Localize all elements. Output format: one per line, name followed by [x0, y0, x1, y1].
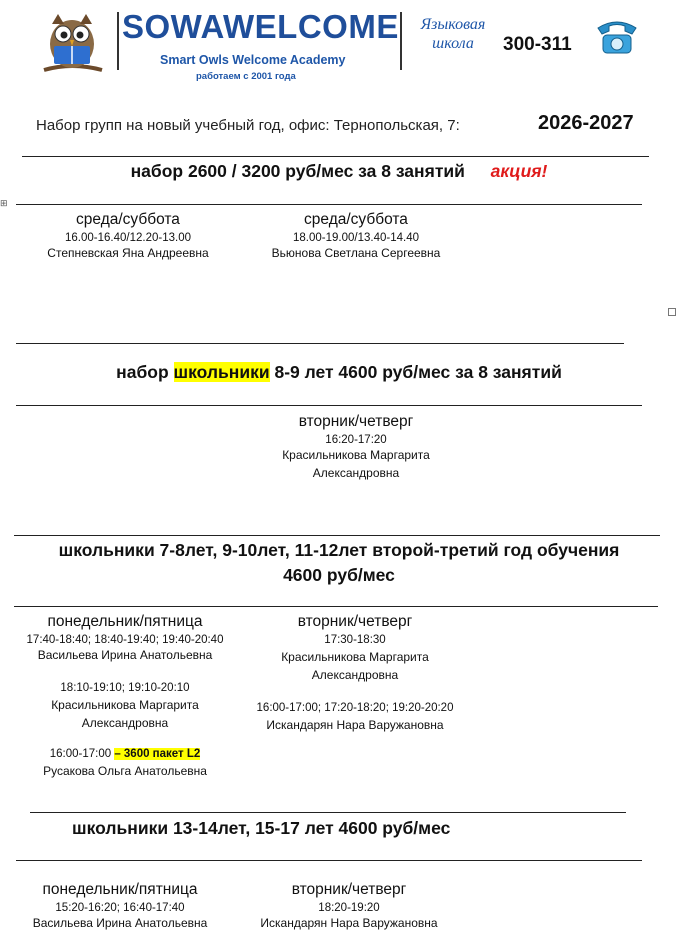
section-2-title-pre: набор	[116, 362, 174, 382]
group-teacher: Степневская Яна Андреевна	[47, 246, 209, 260]
group-time: 16:00-17:00	[49, 748, 115, 760]
group-teacher-line1: Красильникова Маргарита	[281, 650, 429, 664]
section-1-title-text: набор 2600 / 3200 руб/мес за 8 занятий	[130, 161, 465, 181]
group-teacher: Искандарян Нара Варужановна	[266, 718, 444, 732]
group-teacher-line1: Красильникова Маргарита	[282, 448, 430, 462]
divider	[14, 606, 658, 607]
academic-year: 2026-2027	[538, 112, 634, 134]
group-teacher: Васильева Ирина Анатольевна	[37, 648, 213, 662]
group-time: 18:10-19:10; 19:10-20:10	[60, 682, 190, 694]
divider	[16, 860, 642, 861]
section-2-title	[0, 362, 678, 383]
group-time: 18:20-19:20	[318, 902, 380, 914]
group-card	[256, 211, 456, 262]
divider	[16, 343, 624, 344]
group-days: вторник/четверг	[298, 413, 414, 430]
group-days: вторник/четверг	[291, 881, 407, 898]
group-column-mon-fri	[0, 613, 250, 780]
section-1-title	[0, 161, 678, 182]
group-teacher-line2: Александровна	[312, 466, 400, 480]
group-teacher: Искандарян Нара Варужановна	[260, 916, 438, 930]
section-4-title: школьники 13-14лет, 15-17 лет 4600 руб/мес	[72, 818, 451, 838]
group-teacher-line2: Александровна	[311, 668, 399, 682]
group-card	[234, 881, 464, 932]
group-time: 17:40-18:40; 18:40-19:40; 19:40-20:40	[26, 634, 224, 646]
group-time: 17:30-18:30	[324, 634, 386, 646]
group-time: 18.00-19.00/13.40-14.40	[293, 232, 419, 244]
language-school-label: Языковая школа	[420, 16, 486, 52]
section-2-title-highlight: школьники	[173, 362, 270, 382]
section-3-title-line2: 4600 руб/мес	[283, 565, 395, 585]
header-divider	[117, 12, 119, 70]
promo-badge: акция!	[490, 161, 548, 181]
group-time-package	[0, 748, 250, 760]
group-teacher: Васильева Ирина Анатольевна	[32, 916, 208, 930]
section-3-title-line1: школьники 7-8лет, 9-10лет, 11-12лет второй-третий год обучения	[58, 540, 620, 560]
group-days: понедельник/пятница	[47, 613, 203, 630]
divider	[30, 812, 626, 813]
group-time: 16:00-17:00; 17:20-18:20; 19:20-20:20	[256, 702, 454, 714]
group-card	[0, 881, 240, 932]
group-time: 16.00-16.40/12.20-13.00	[65, 232, 191, 244]
brand-tagline: Smart Owls Welcome Academy	[160, 53, 346, 67]
brand-since: работаем с 2001 года	[196, 71, 296, 82]
group-time: 16:20-17:20	[325, 434, 387, 446]
group-days: понедельник/пятница	[42, 881, 198, 898]
divider	[22, 156, 649, 157]
group-teacher-line2: Александровна	[81, 716, 169, 730]
brand-logo-text: SOWAWELCOME	[122, 8, 399, 45]
anchor-icon: ⊞	[0, 198, 8, 208]
intro-text: Набор групп на новый учебный год, офис: Тернопольская, 7:	[36, 117, 460, 134]
group-column-tue-thu	[240, 613, 470, 734]
resize-handle[interactable]	[668, 308, 676, 316]
group-teacher: Русакова Ольга Анатольевна	[43, 764, 207, 778]
group-days: вторник/четверг	[297, 613, 413, 630]
phone-number: 300-311	[503, 34, 572, 55]
group-time: 15:20-16:20; 16:40-17:40	[55, 902, 185, 914]
section-3-title	[0, 538, 678, 588]
section-2-title-post: 8-9 лет 4600 руб/мес за 8 занятий	[269, 362, 562, 382]
divider	[14, 535, 660, 536]
group-days: среда/суббота	[76, 211, 180, 228]
group-teacher-line1: Красильникова Маргарита	[51, 698, 199, 712]
owl-logo-icon	[36, 10, 108, 72]
divider	[16, 204, 642, 205]
header-divider	[400, 12, 402, 70]
divider	[16, 405, 642, 406]
group-card	[28, 211, 228, 262]
group-teacher: Вьюнова Светлана Сергеевна	[271, 246, 441, 260]
group-days: среда/суббота	[304, 211, 408, 228]
package-note: – 3600 пакет L2	[114, 748, 201, 760]
telephone-icon	[594, 16, 640, 56]
group-card	[256, 413, 456, 482]
